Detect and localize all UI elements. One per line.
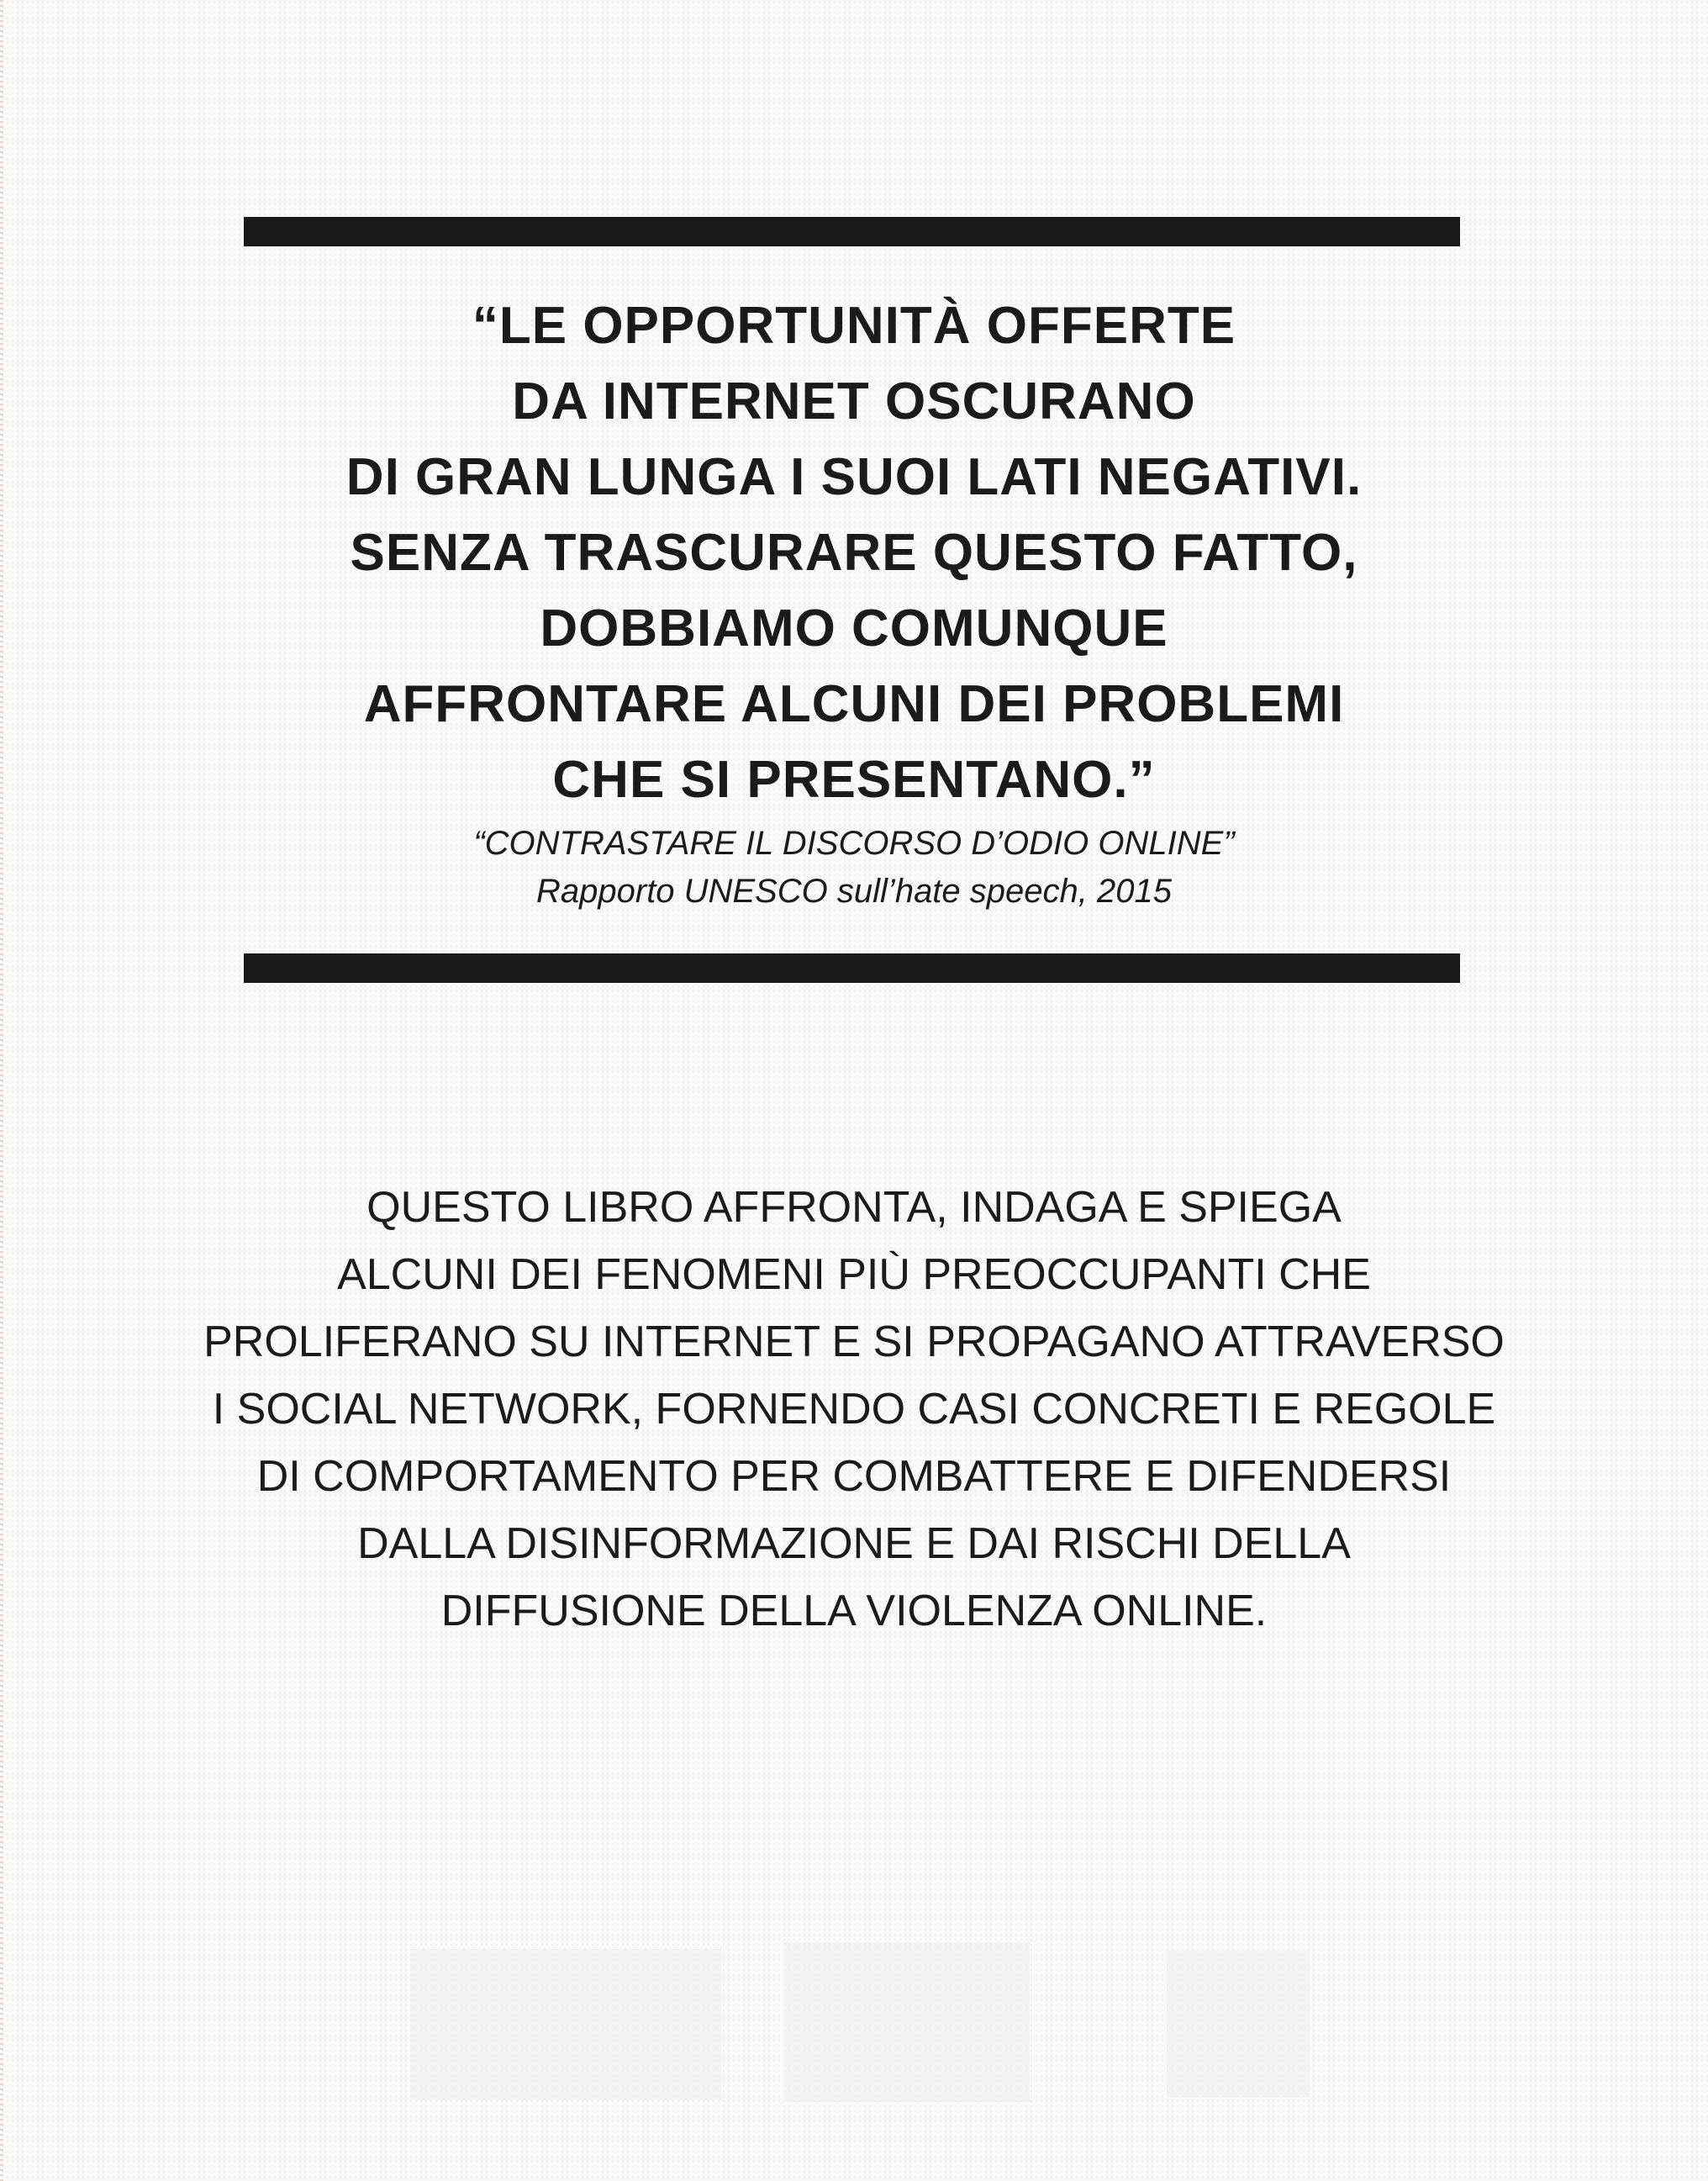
attribution-source-title: “CONTRASTARE IL DISCORSO D’ODIO ONLINE” [473,825,1235,862]
quote-line: “LE OPPORTUNITÀ OFFERTE [472,297,1236,355]
bottom-divider-bar [244,953,1460,983]
blank-placeholder-block [784,1942,1030,2102]
description-line: PROLIFERANO SU INTERNET E SI PROPAGANO ATTRAVERSO [203,1318,1505,1366]
quote-line: DOBBIAMO COMUNQUE [540,599,1168,657]
quote-attribution [118,820,1590,916]
blank-placeholder-block [1167,1951,1310,2098]
quote-line: AFFRONTARE ALCUNI DEI PROBLEMI [363,675,1345,733]
quote-line: DA INTERNET OSCURANO [512,372,1196,430]
pull-quote [118,288,1590,818]
blank-placeholder-block [410,1949,721,2100]
page-edge [0,0,3,2181]
description-line: DI COMPORTAMENTO PER COMBATTERE E DIFENDERSI [256,1452,1452,1501]
book-description [101,1174,1607,1645]
quote-line: SENZA TRASCURARE QUESTO FATTO, [350,524,1358,582]
description-line: QUESTO LIBRO AFFRONTA, INDAGA E SPIEGA [366,1183,1342,1232]
description-line: DALLA DISINFORMAZIONE E DAI RISCHI DELLA [357,1519,1351,1568]
description-line: I SOCIAL NETWORK, FORNENDO CASI CONCRETI E REGOLE [212,1385,1496,1434]
attribution-source-detail: Rapporto UNESCO sull’hate speech, 2015 [536,873,1172,910]
quote-line: CHE SI PRESENTANO.” [552,751,1156,809]
description-line: ALCUNI DEI FENOMENI PIÙ PREOCCUPANTI CHE [337,1250,1371,1299]
quote-line: DI GRAN LUNGA I SUOI LATI NEGATIVI. [345,448,1363,506]
description-line: DIFFUSIONE DELLA VIOLENZA ONLINE. [440,1587,1268,1635]
top-divider-bar [244,217,1460,246]
